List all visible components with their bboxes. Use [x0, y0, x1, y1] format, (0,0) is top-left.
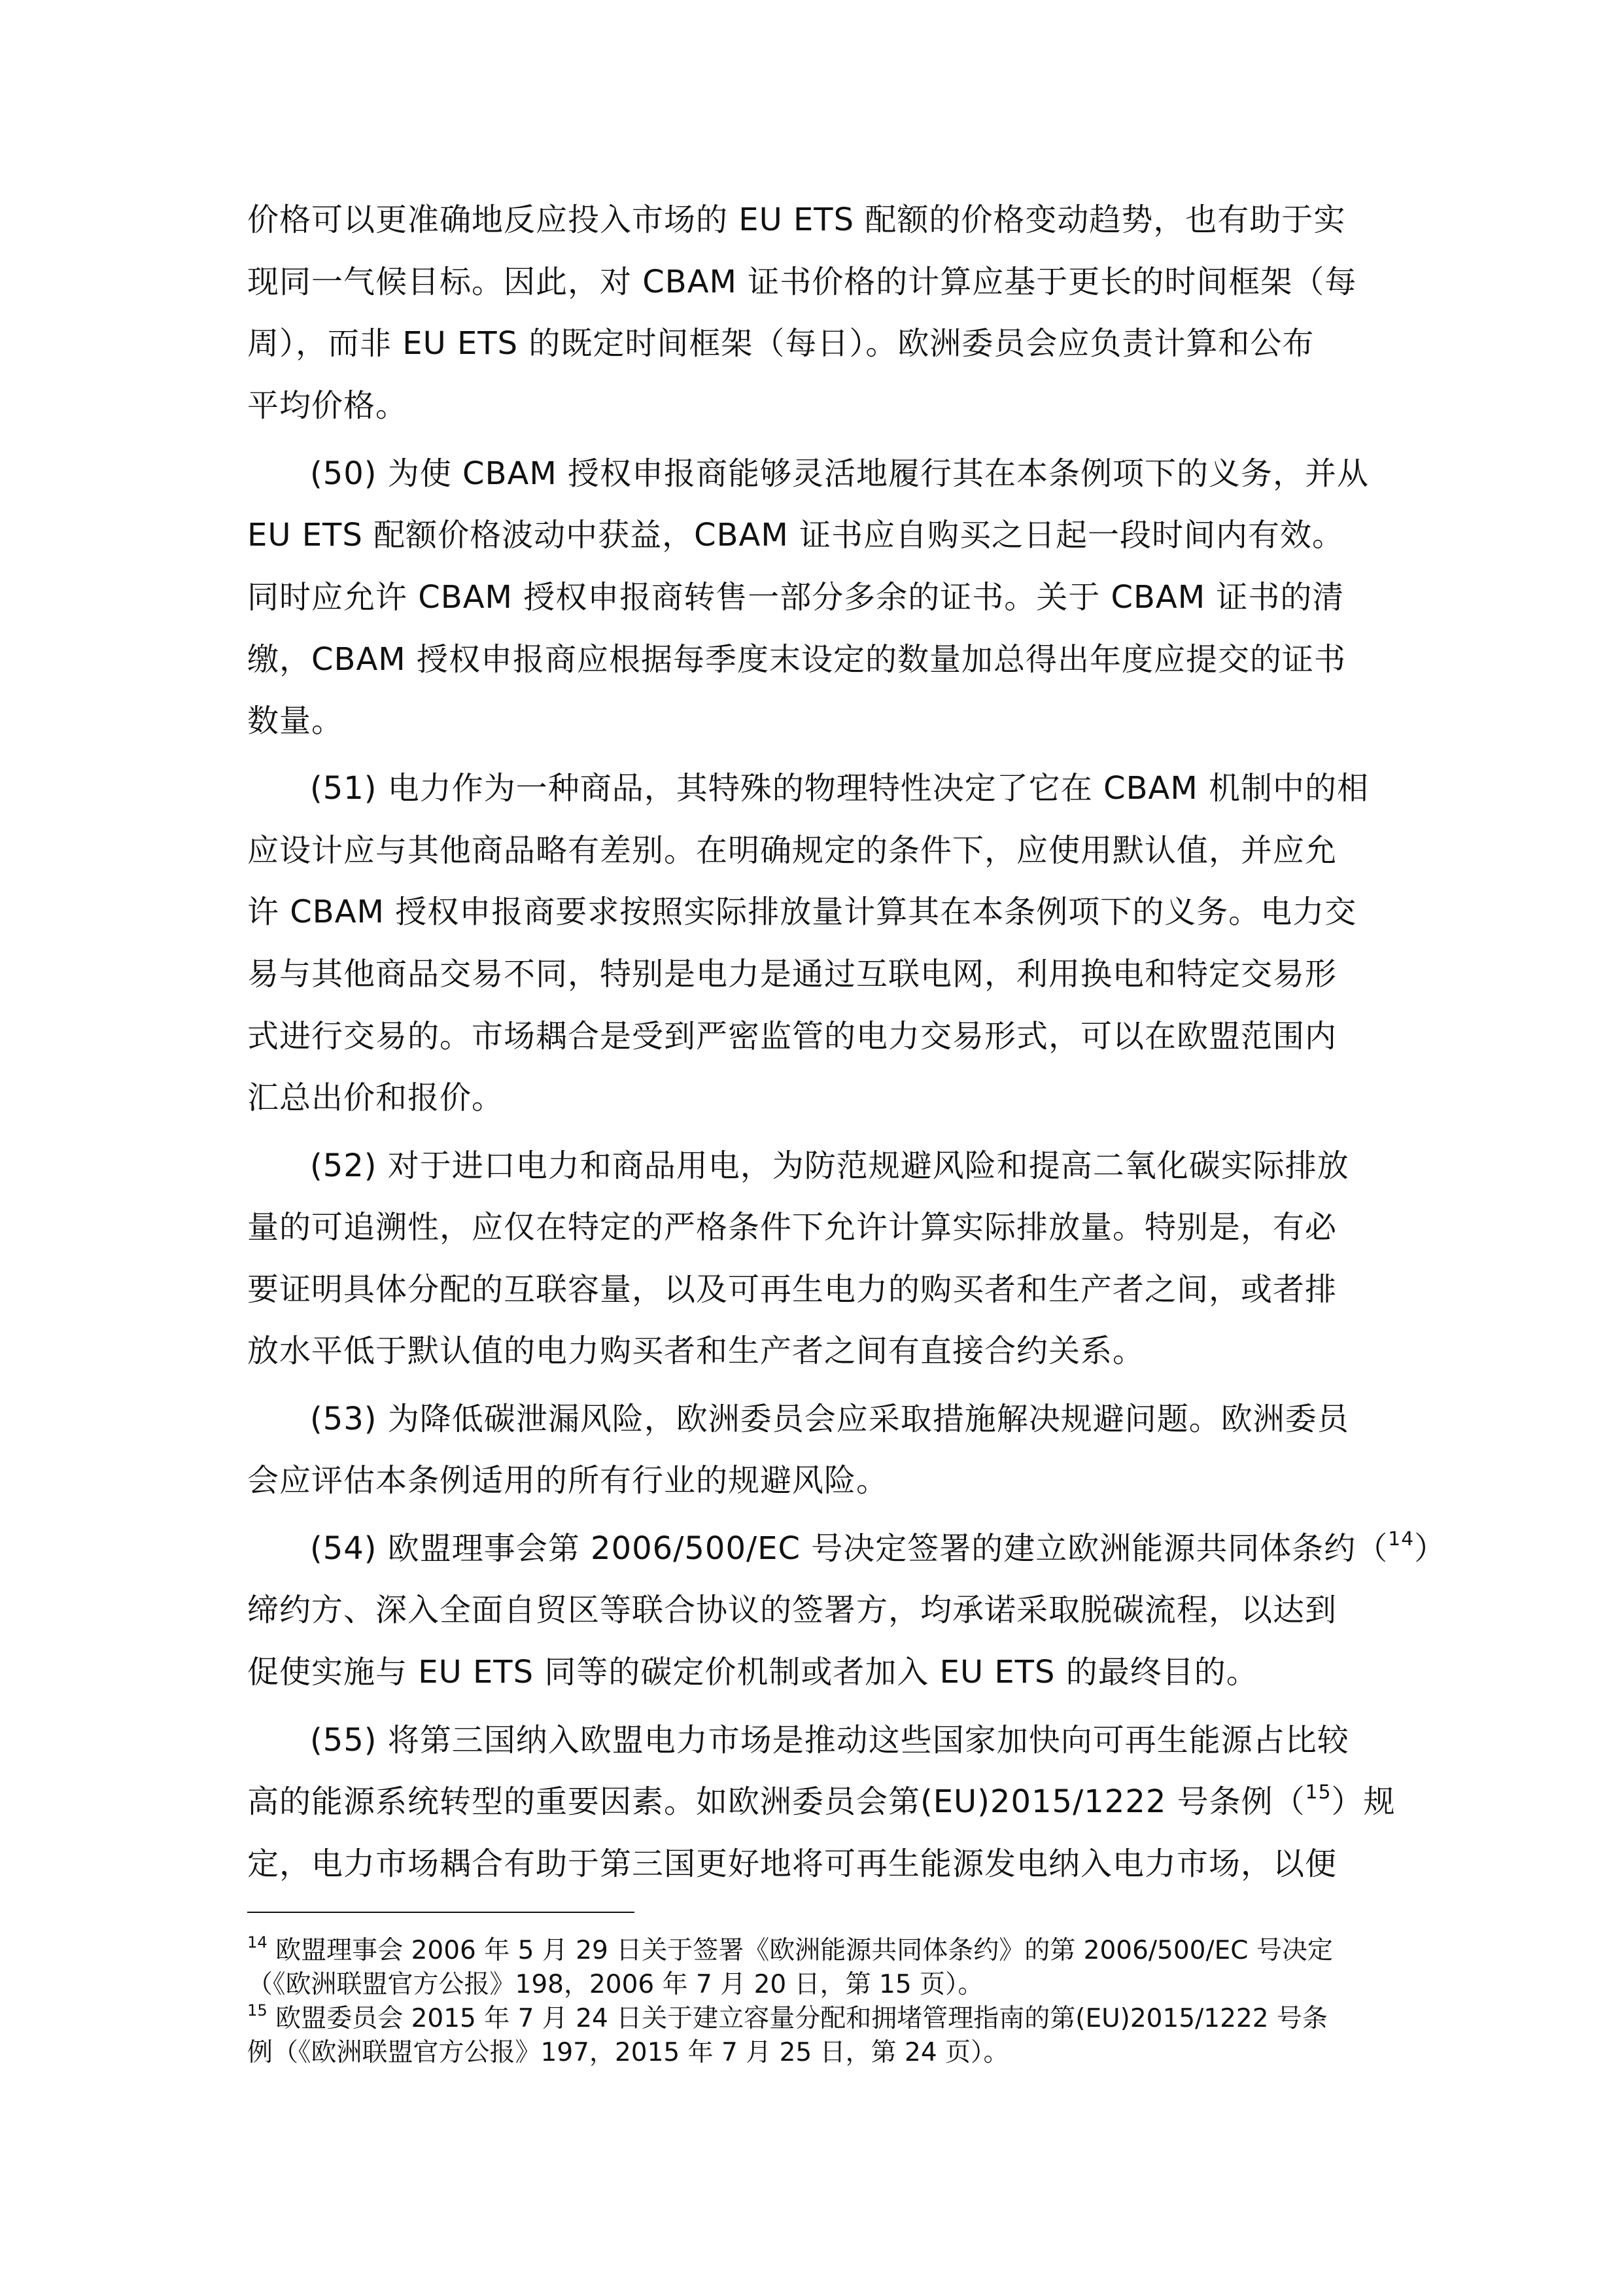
body-line: 平均价格。 — [247, 387, 408, 424]
body-line: 易与其他商品交易不同，特别是电力是通过互联电网，利用换电和特定交易形 — [247, 956, 1338, 992]
body-line: 缴，CBAM 授权申报商应根据每季度末设定的数量加总得出年度应提交的证书 — [247, 641, 1346, 678]
footnote-15 — [247, 2003, 1328, 2035]
footnote-marker: 15 — [247, 2001, 268, 2020]
body-line: 量的可追溯性，应仅在特定的严格条件下允许计算实际排放量。特别是，有必 — [247, 1209, 1338, 1246]
body-line: 现同一气候目标。因此，对 CBAM 证书价格的计算应基于更长的时间框架（每 — [247, 264, 1357, 300]
footnote-ref-14[interactable]: 14 — [1388, 1528, 1415, 1551]
body-line: 许 CBAM 授权申报商要求按照实际排放量计算其在本条例项下的义务。电力交 — [247, 894, 1357, 930]
paragraph-53-first-line: (53) 为降低碳泄漏风险，欧洲委员会应采取措施解决规避问题。欧洲委员 — [310, 1401, 1349, 1437]
body-line: 定，电力市场耦合有助于第三国更好地将可再生能源发电纳入电力市场，以便 — [247, 1846, 1338, 1882]
line-text: ）规 — [1331, 1783, 1396, 1820]
body-line: 要证明具体分配的互联容量，以及可再生电力的购买者和生产者之间，或者排 — [247, 1271, 1338, 1308]
line-text: 高的能源系统转型的重要因素。如欧洲委员会第(EU)2015/1222 号条例（ — [247, 1783, 1305, 1820]
paragraph-54-first-line — [310, 1529, 1446, 1568]
footnote-text: 欧盟委员会 2015 年 7 月 24 日关于建立容量分配和拥堵管理指南的第(EU)2015/1222 号条 — [275, 2004, 1328, 2033]
footnote-divider — [247, 1912, 634, 1913]
body-line: 周），而非 EU ETS 的既定时间框架（每日）。欧洲委员会应负责计算和公布 — [247, 325, 1315, 362]
line-text: ） — [1414, 1530, 1447, 1567]
body-line: 会应评估本条例适用的所有行业的规避风险。 — [247, 1462, 889, 1499]
line-text: (54) 欧盟理事会第 2006/500/EC 号决定签署的建立欧洲能源共同体条约（ — [310, 1530, 1389, 1567]
paragraph-50-first-line: (50) 为使 CBAM 授权申报商能够灵活地履行其在本条例项下的义务，并从 — [310, 455, 1370, 492]
footnote-14 — [247, 1935, 1333, 1967]
footnote-14-continuation: （《欧洲联盟官方公报》198，2006 年 7 月 20 日，第 15 页）。 — [247, 1970, 984, 1999]
body-line: 应设计应与其他商品略有差别。在明确规定的条件下，应使用默认值，并应允 — [247, 832, 1338, 869]
footnote-ref-15[interactable]: 15 — [1305, 1781, 1332, 1804]
body-line: 同时应允许 CBAM 授权申报商转售一部分多余的证书。关于 CBAM 证书的清 — [247, 579, 1345, 616]
body-line — [247, 1782, 1396, 1821]
footnote-marker: 14 — [247, 1933, 268, 1952]
body-line: 式进行交易的。市场耦合是受到严密监管的电力交易形式，可以在欧盟范围内 — [247, 1018, 1338, 1055]
footnote-15-continuation: 例（《欧洲联盟官方公报》197，2015 年 7 月 25 日，第 24 页）。 — [247, 2038, 1009, 2067]
body-line: 缔约方、深入全面自贸区等联合协议的签署方，均承诺采取脱碳流程，以达到 — [247, 1592, 1338, 1628]
body-line: 放水平低于默认值的电力购买者和生产者之间有直接合约关系。 — [247, 1333, 1145, 1369]
body-line: 价格可以更准确地反应投入市场的 EU ETS 配额的价格变动趋势，也有助于实 — [247, 201, 1346, 238]
paragraph-51-first-line: (51) 电力作为一种商品，其特殊的物理特性决定了它在 CBAM 机制中的相 — [310, 770, 1370, 807]
footnote-text: 欧盟理事会 2006 年 5 月 29 日关于签署《欧洲能源共同体条约》的第 2006/500/EC 号决定 — [275, 1936, 1333, 1965]
paragraph-52-first-line: (52) 对于进口电力和商品用电，为防范规避风险和提高二氧化碳实际排放 — [310, 1148, 1349, 1184]
body-line: 汇总出价和报价。 — [247, 1079, 504, 1116]
body-line: EU ETS 配额价格波动中获益，CBAM 证书应自购买之日起一段时间内有效。 — [247, 517, 1345, 553]
paragraph-55-first-line: (55) 将第三国纳入欧盟电力市场是推动这些国家加快向可再生能源占比较 — [310, 1722, 1349, 1759]
body-line: 促使实施与 EU ETS 同等的碳定价机制或者加入 EU ETS 的最终目的。 — [247, 1654, 1258, 1691]
body-line: 数量。 — [247, 703, 344, 739]
